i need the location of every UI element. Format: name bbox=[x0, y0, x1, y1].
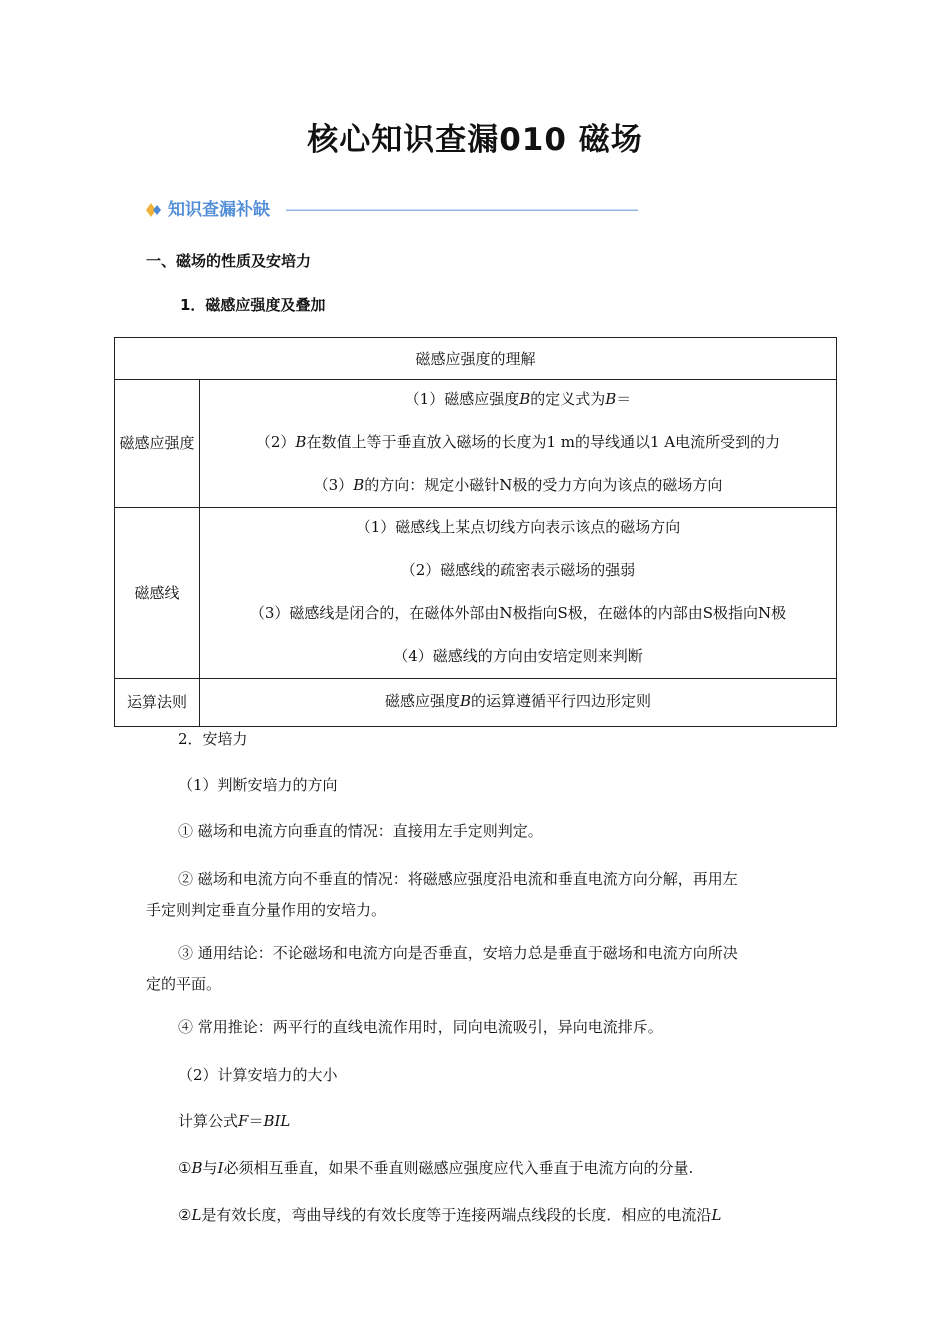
section-banner bbox=[146, 198, 638, 222]
table-line: （4）磁感线的方向由安培定则来判断 bbox=[393, 647, 643, 665]
table-line: （1）磁感线上某点切线方向表示该点的磁场方向 bbox=[355, 518, 681, 536]
paragraph-line: ② 磁场和电流方向不垂直的情况：将磁感应强度沿电流和垂直电流方向分解，再用左 bbox=[178, 870, 738, 888]
paragraph: ①B与I必须相互垂直，如果不垂直则磁感应强度应代入垂直于电流方向的分量. bbox=[178, 1159, 694, 1177]
paragraph-line: 手定则判定垂直分量作用的安培力。 bbox=[146, 901, 387, 919]
table-line: 磁感应强度B的运算遵循平行四边形定则 bbox=[384, 692, 652, 710]
paragraph: 2．安培力 bbox=[178, 730, 248, 748]
knowledge-table bbox=[114, 337, 837, 727]
paragraph-line: 定的平面。 bbox=[146, 975, 222, 993]
row-content-field-strength bbox=[200, 380, 837, 508]
row-label-operation-rule: 运算法则 bbox=[115, 679, 200, 727]
table-line: （1）磁感应强度B的定义式为B＝ bbox=[404, 390, 632, 408]
table-line: （3）磁感线是闭合的，在磁体外部由N极指向S极，在磁体的内部由S极指向N极 bbox=[249, 604, 787, 622]
paragraph: ④ 常用推论：两平行的直线电流作用时，同向电流吸引，异向电流排斥。 bbox=[178, 1018, 663, 1036]
paragraph bbox=[146, 864, 826, 926]
table-line: （2）磁感线的疏密表示磁场的强弱 bbox=[400, 561, 636, 579]
row-content-operation-rule bbox=[200, 679, 837, 727]
paragraph: （2）计算安培力的大小 bbox=[178, 1066, 338, 1084]
banner-divider bbox=[286, 209, 638, 211]
table-line: （3）B的方向：规定小磁针N极的受力方向为该点的磁场方向 bbox=[313, 476, 723, 494]
paragraph: ②L是有效长度，弯曲导线的有效长度等于连接两端点线段的长度．相应的电流沿L bbox=[178, 1206, 722, 1224]
paragraph-line: ③ 通用结论：不论磁场和电流方向是否垂直，安培力总是垂直于磁场和电流方向所决 bbox=[178, 944, 738, 962]
section-heading: 一、磁场的性质及安培力 bbox=[146, 252, 312, 270]
table-header: 磁感应强度的理解 bbox=[115, 338, 837, 380]
row-label-field-strength: 磁感应强度 bbox=[115, 380, 200, 508]
paragraph bbox=[146, 938, 826, 1000]
subsection-heading: 1．磁感应强度及叠加 bbox=[180, 296, 326, 314]
banner-label: 知识查漏补缺 bbox=[168, 200, 270, 220]
table-line: （2）B在数值上等于垂直放入磁场的长度为1 m的导线通以1 A电流所受到的力 bbox=[255, 433, 781, 451]
row-content-field-lines bbox=[200, 508, 837, 679]
paragraph: （1）判断安培力的方向 bbox=[178, 776, 338, 794]
diamond-bullet-icon bbox=[146, 203, 162, 217]
page-title: 核心知识查漏010 磁场 bbox=[307, 122, 643, 158]
paragraph-formula: 计算公式F＝BIL bbox=[178, 1112, 291, 1130]
paragraph: ① 磁场和电流方向垂直的情况：直接用左手定则判定。 bbox=[178, 822, 543, 840]
row-label-field-lines: 磁感线 bbox=[115, 508, 200, 679]
